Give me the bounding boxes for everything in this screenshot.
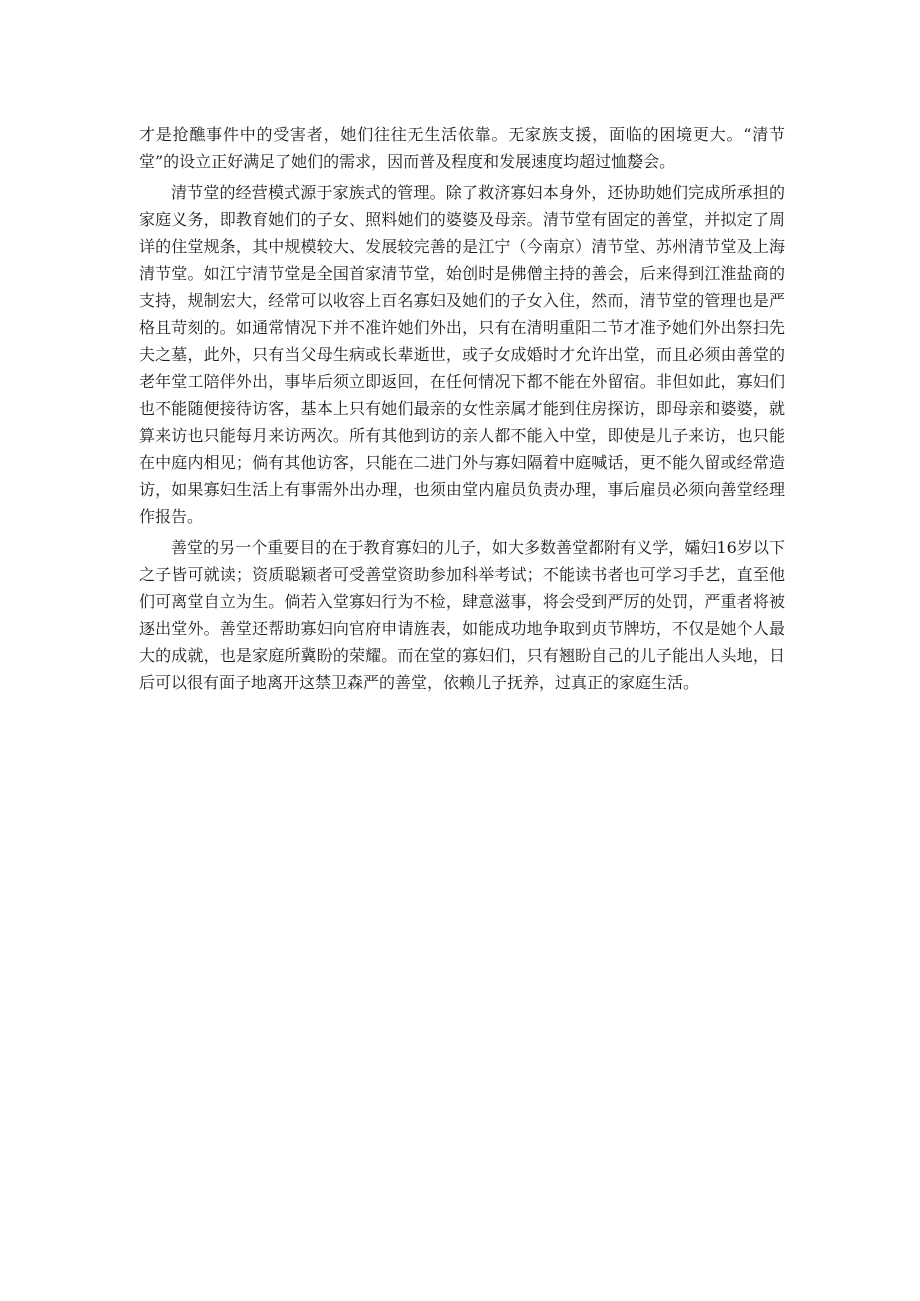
paragraph-3: 善堂的另一个重要目的在于教育寡妇的儿子，如大多数善堂都附有义学，孀妇16岁以下之子皆可就读；资质聪颖者可受善堂资助参加科举考试；不能读书者也可学习手艺，直至他们可离堂自立为生。倘若入堂寡妇行为不检，肆意滋事，将会受到严厉的处罚，严重者将被逐出堂外。善堂还帮助寡妇向官府申请旌表，如能成功地争取到贞节牌坊，不仅是她个人最大的成就，也是家庭所冀盼的荣耀。而在堂的寡妇们，只有翘盼自己的儿子能出人头地，日后可以很有面子地离开这禁卫森严的善堂，依赖儿子抚养，过真正的家庭生活。 bbox=[139, 538, 785, 692]
paragraph-2: 清节堂的经营模式源于家族式的管理。除了救济寡妇本身外，还协助她们完成所承担的家庭义务，即教育她们的子女、照料她们的婆婆及母亲。清节堂有固定的善堂，并拟定了周详的住堂规条，其中规模较大、发展较完善的是江宁（今南京）清节堂、苏州清节堂及上海清节堂。如江宁清节堂是全国首家清节堂，始创时是佛僧主持的善会，后来得到江淮盐商的支持，规制宏大，经常可以收容上百名寡妇及她们的子女入住，然而，清节堂的管理也是严格且苛刻的。如通常情况下并不准许她们外出，只有在清明重阳二节才准予她们外出祭扫先夫之墓，此外，只有当父母生病或长辈逝世，或子女成婚时才允许出堂，而且必须由善堂的老年堂工陪伴外出，事毕后须立即返回，在任何情况下都不能在外留宿。非但如此，寡妇们也不能随便接待访客，基本上只有她们最亲的女性亲属才能到住房探访，即母亲和婆婆，就算来访也只能每月来访两次。所有其他到访的亲人都不能入中堂，即使是儿子来访，也只能在中庭内相见；倘有其他访客，只能在二进门外与寡妇隔着中庭喊话，更不能久留或经常造访，如果寡妇生活上有事需外出办理，也须由堂内雇员负责办理，事后雇员必须向善堂经理作报告。 bbox=[139, 183, 785, 526]
paragraph-1: 才是抢醮事件中的受害者，她们往往无生活依靠。无家族支援，面临的困境更大。“清节堂”的设立正好满足了她们的需求，因而普及程度和发展速度均超过恤嫠会。 bbox=[139, 125, 785, 171]
body-text bbox=[139, 121, 785, 700]
